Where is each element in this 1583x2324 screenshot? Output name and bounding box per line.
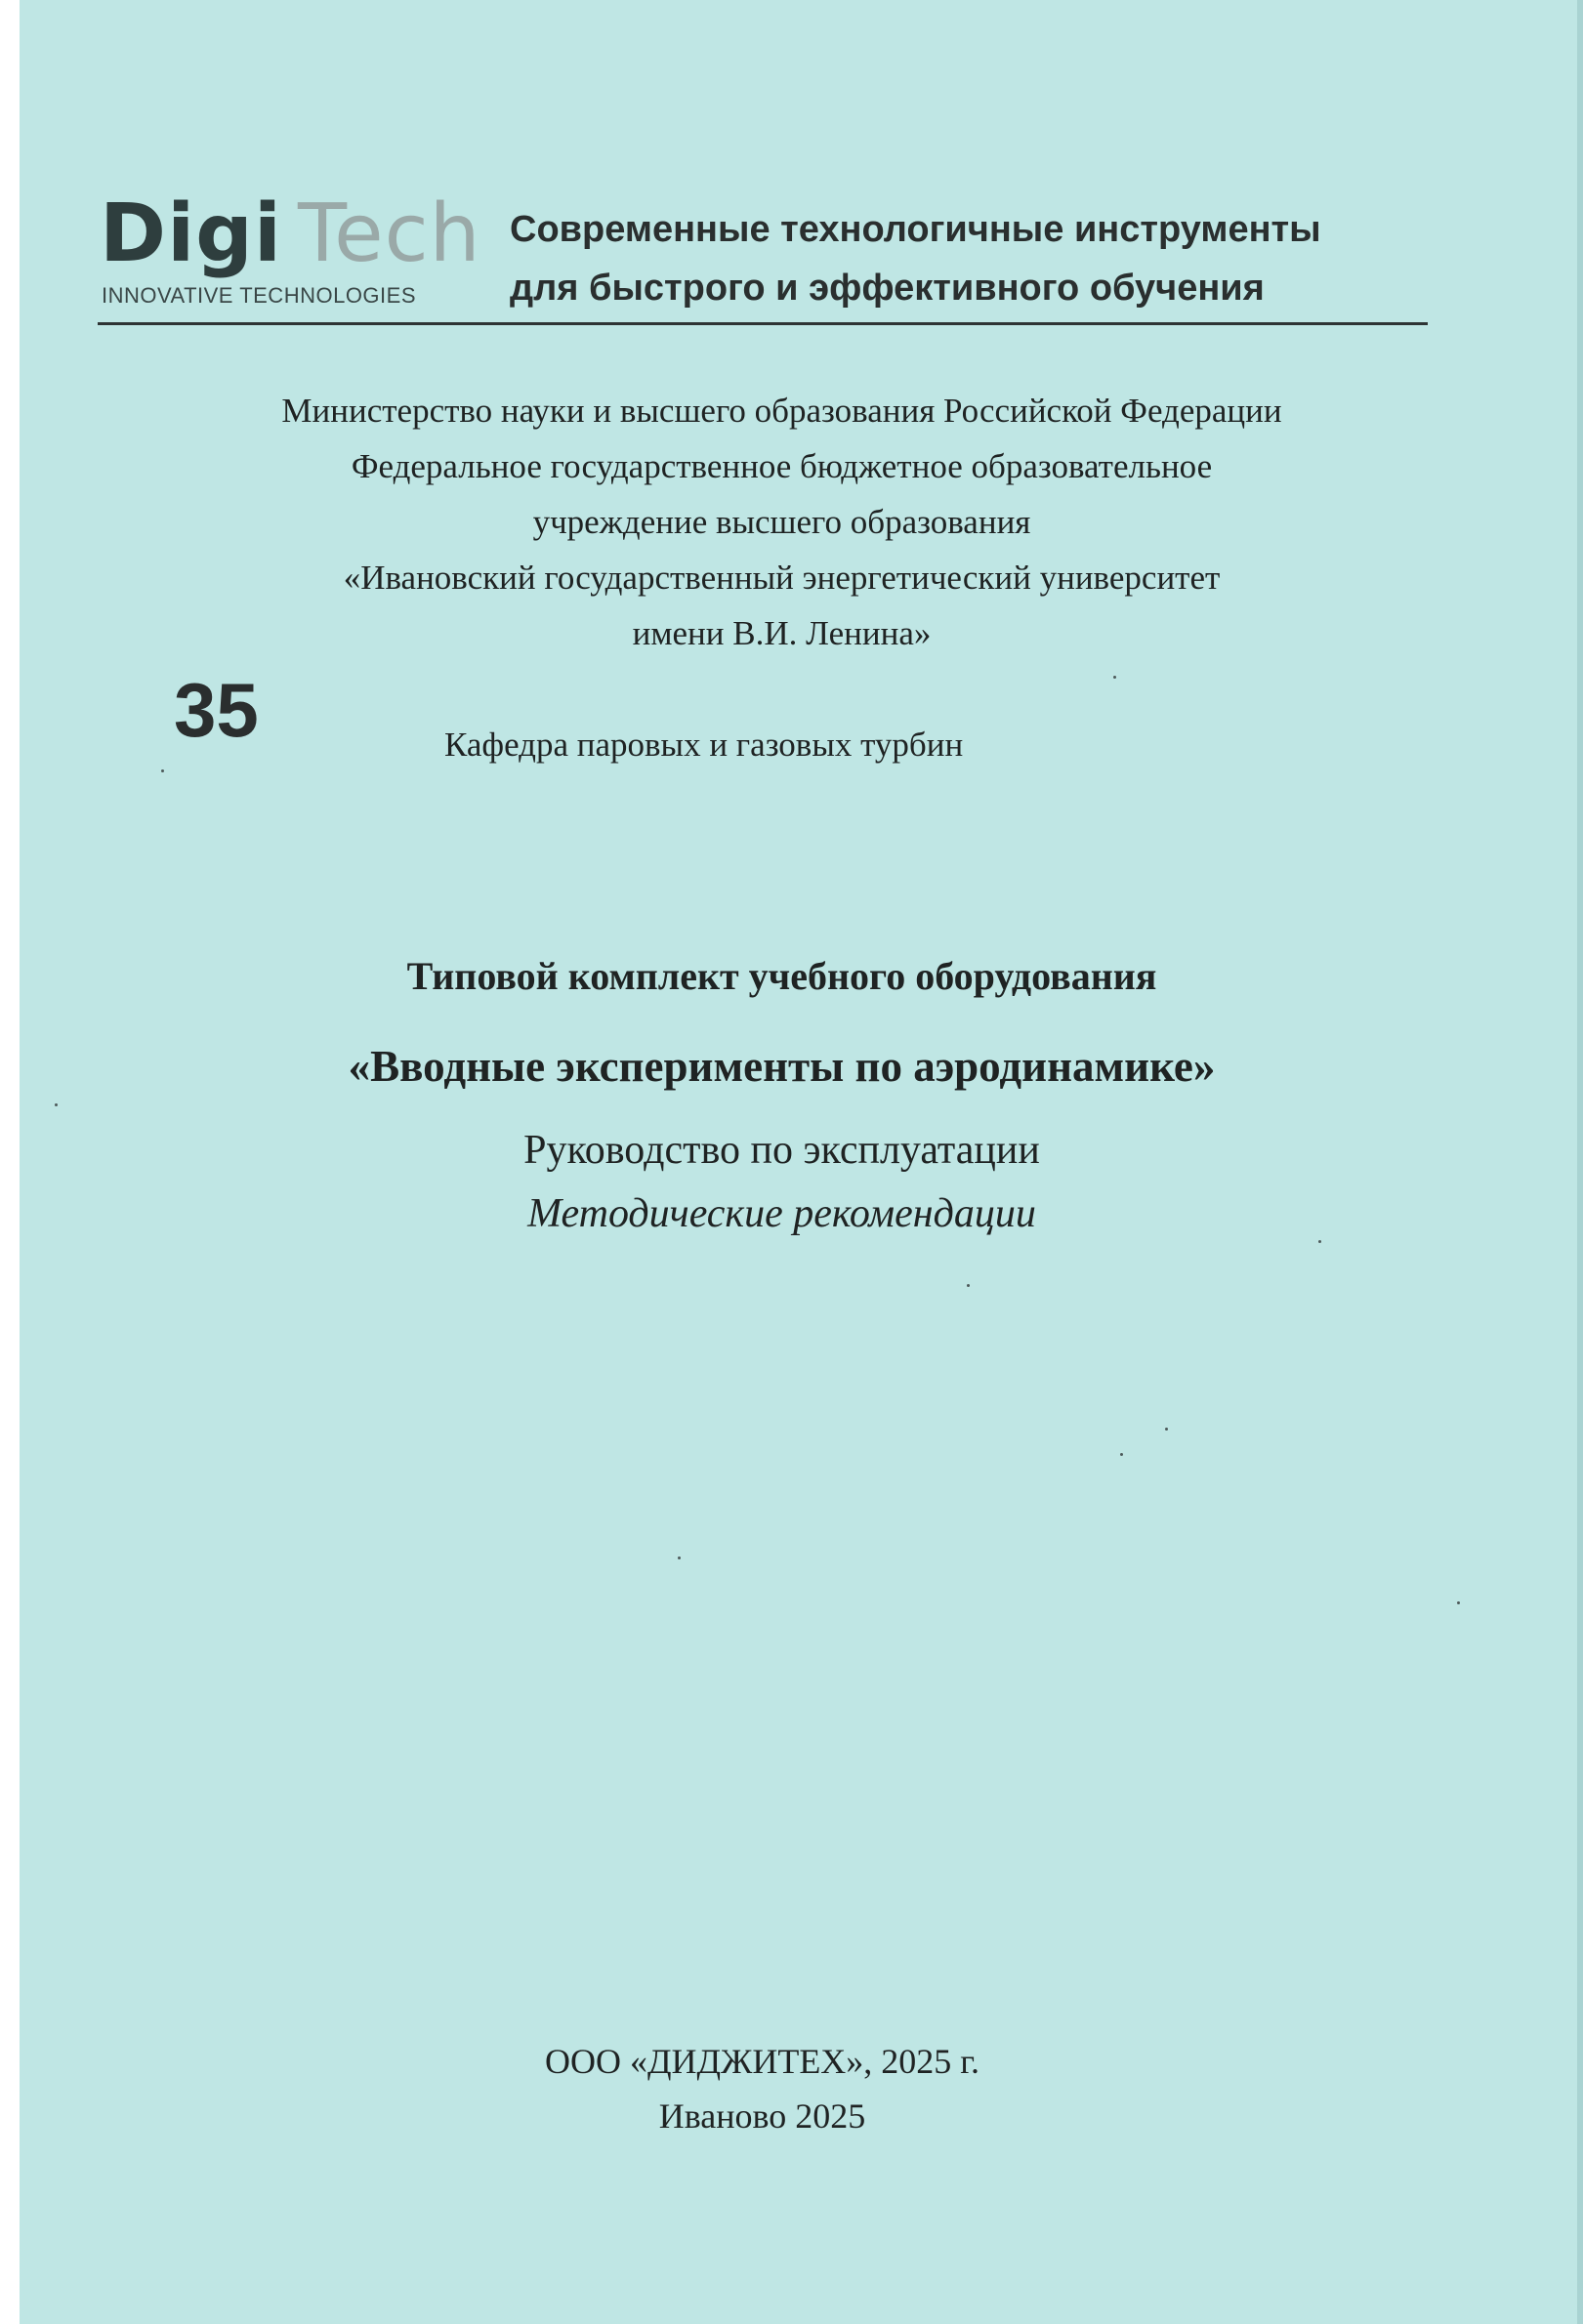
scan-speck [1457,1601,1460,1604]
logo-wordmark [100,186,481,283]
logo-word-left: Digi [100,187,282,280]
paper-edge-shadow [1577,0,1583,2324]
document-subtitle-italic: Методические рекомендации [527,1191,1036,1236]
publisher-line-2: Иваново 2025 [658,2096,866,2136]
digitech-logo [100,186,481,322]
slogan-line-1: Современные технологичные инструменты [510,209,1321,250]
institution-line-2: Федеральное государственное бюджетное образовательное [351,447,1213,485]
institution-line-5: имени В.И. Ленина» [632,614,932,652]
scan-speck [678,1556,681,1559]
handwritten-page-number: 35 [174,667,259,753]
logo-tagline: INNOVATIVE TECHNOLOGIES [102,283,417,308]
header-divider [98,322,1428,325]
header-slogan [510,200,1321,317]
document-cover-page [20,0,1583,2324]
document-title-line-2: «Вводные эксперименты по аэродинамике» [348,1042,1216,1091]
scan-speck [161,769,164,772]
scan-speck [1165,1428,1168,1431]
institution-block [20,383,1544,661]
publisher-block [20,2034,1505,2143]
institution-line-1: Министерство науки и высшего образования Российской Федерации [281,392,1282,430]
scan-speck [1318,1240,1321,1243]
institution-line-4: «Ивановский государственный энергетический университет [343,559,1221,597]
scan-speck [55,1103,58,1106]
department-name: Кафедра паровых и газовых турбин [444,726,964,764]
logo-word-right: Tech [297,187,481,280]
scan-speck [1113,676,1116,679]
publisher-line-1: ООО «ДИДЖИТЕХ», 2025 г. [544,2042,980,2081]
institution-line-3: учреждение высшего образования [532,503,1031,541]
scan-speck [967,1284,970,1287]
document-subtitle: Руководство по эксплуатации [523,1128,1040,1173]
slogan-line-2: для быстрого и эффективного обучения [510,268,1265,309]
scan-speck [1120,1453,1123,1456]
document-title-line-1: Типовой комплект учебного оборудования [406,954,1157,998]
